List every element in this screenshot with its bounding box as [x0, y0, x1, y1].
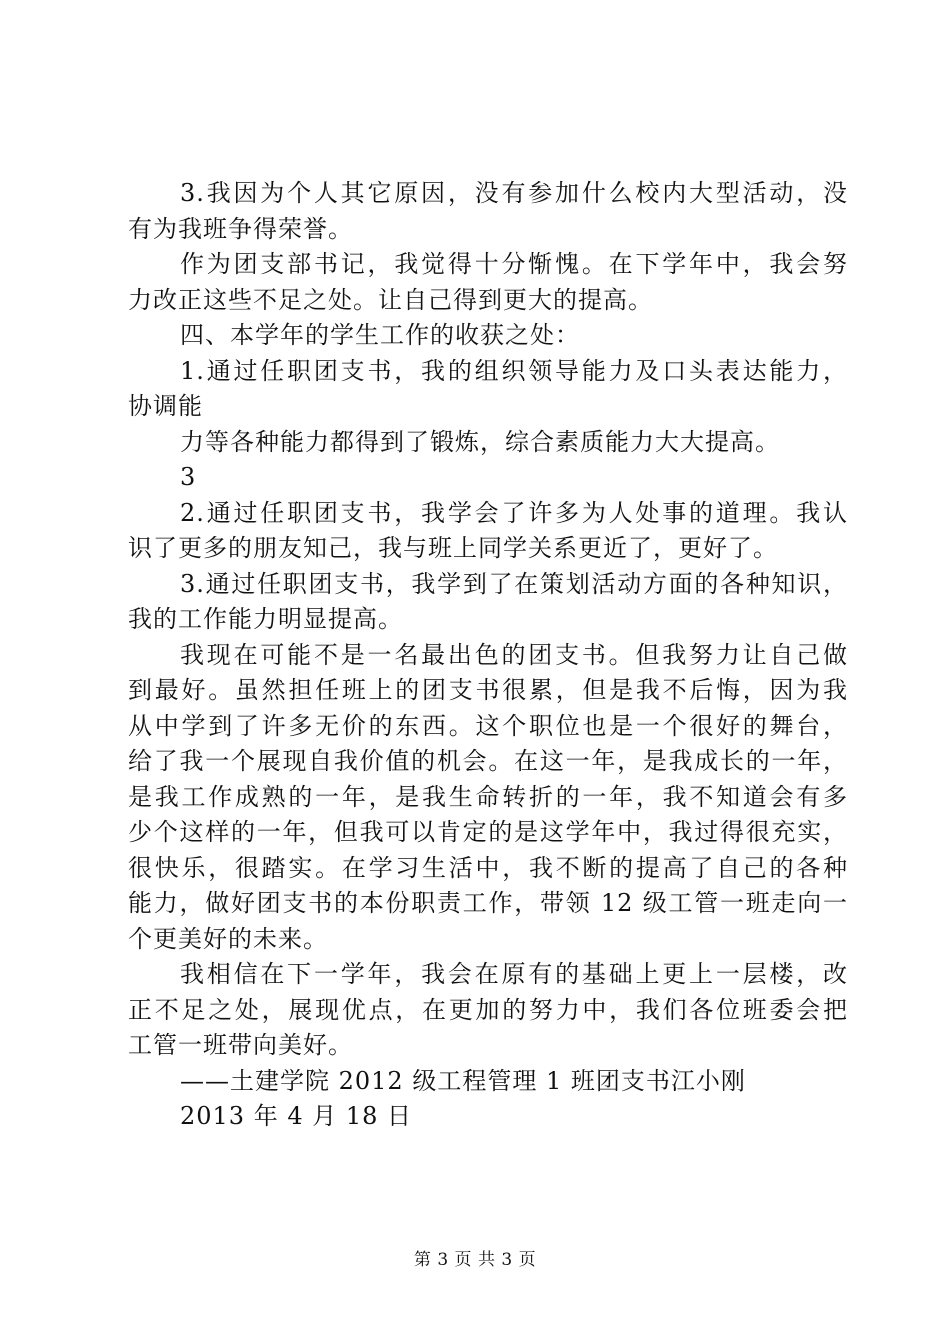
text-line: 从中学到了许多无价的东西。这个职位也是一个很好的舞台， [128, 711, 848, 740]
text-line: 很快乐，很踏实。在学习生活中，我不断的提高了自己的各种 [128, 853, 848, 882]
text-line: 3.我因为个人其它原因，没有参加什么校内大型活动，没 [180, 179, 848, 207]
document-body [128, 176, 848, 1135]
text-line: 1.通过任职团支书，我的组织领导能力及口头表达能力， [180, 356, 848, 385]
text-line: 我现在可能不是一名最出色的团支书。但我努力让自己做 [180, 640, 848, 669]
text-line: 给了我一个展现自我价值的机会。在这一年，是我成长的一年， [128, 747, 848, 775]
text-line: 是我工作成熟的一年，是我生命转折的一年，我不知道会有多 [128, 782, 848, 811]
text-line: 协调能 [128, 392, 203, 420]
text-line: 2.通过任职团支书，我学会了许多为人处事的道理。我认 [180, 498, 848, 527]
text-line: ——土建学院 2012 级工程管理 1 班团支书江小刚 [180, 1066, 746, 1095]
text-line: 有为我班争得荣誉。 [128, 214, 353, 243]
text-line: 工管一班带向美好。 [128, 1031, 353, 1059]
text-line: 个更美好的未来。 [128, 924, 328, 953]
text-line: 3.通过任职团支书，我学到了在策划活动方面的各种知识， [180, 569, 848, 598]
text-line: 四、本学年的学生工作的收获之处： [180, 321, 580, 349]
text-line: 2013 年 4 月 18 日 [180, 1102, 413, 1130]
text-line: 作为团支部书记，我觉得十分惭愧。在下学年中，我会努 [180, 250, 848, 278]
text-line: 我的工作能力明显提高。 [128, 605, 403, 633]
text-line: 少个这样的一年，但我可以肯定的是这学年中，我过得很充实， [128, 818, 848, 846]
text-line: 3 [180, 463, 197, 491]
text-line: 能力，做好团支书的本份职责工作，带领 12 级工管一班走向一 [128, 889, 848, 917]
text-line: 力改正这些不足之处。让自己得到更大的提高。 [128, 285, 653, 314]
page-footer: 第 3 页 共 3 页 [413, 1250, 537, 1270]
text-line: 识了更多的朋友知己，我与班上同学关系更近了，更好了。 [128, 534, 778, 562]
text-line: 到最好。虽然担任班上的团支书很累，但是我不后悔，因为我 [128, 676, 848, 704]
text-line: 力等各种能力都得到了锻炼，综合素质能力大大提高。 [180, 427, 780, 456]
text-line: 正不足之处，展现优点，在更加的努力中，我们各位班委会把 [128, 995, 848, 1024]
text-line: 我相信在下一学年，我会在原有的基础上更上一层楼，改 [180, 960, 848, 988]
